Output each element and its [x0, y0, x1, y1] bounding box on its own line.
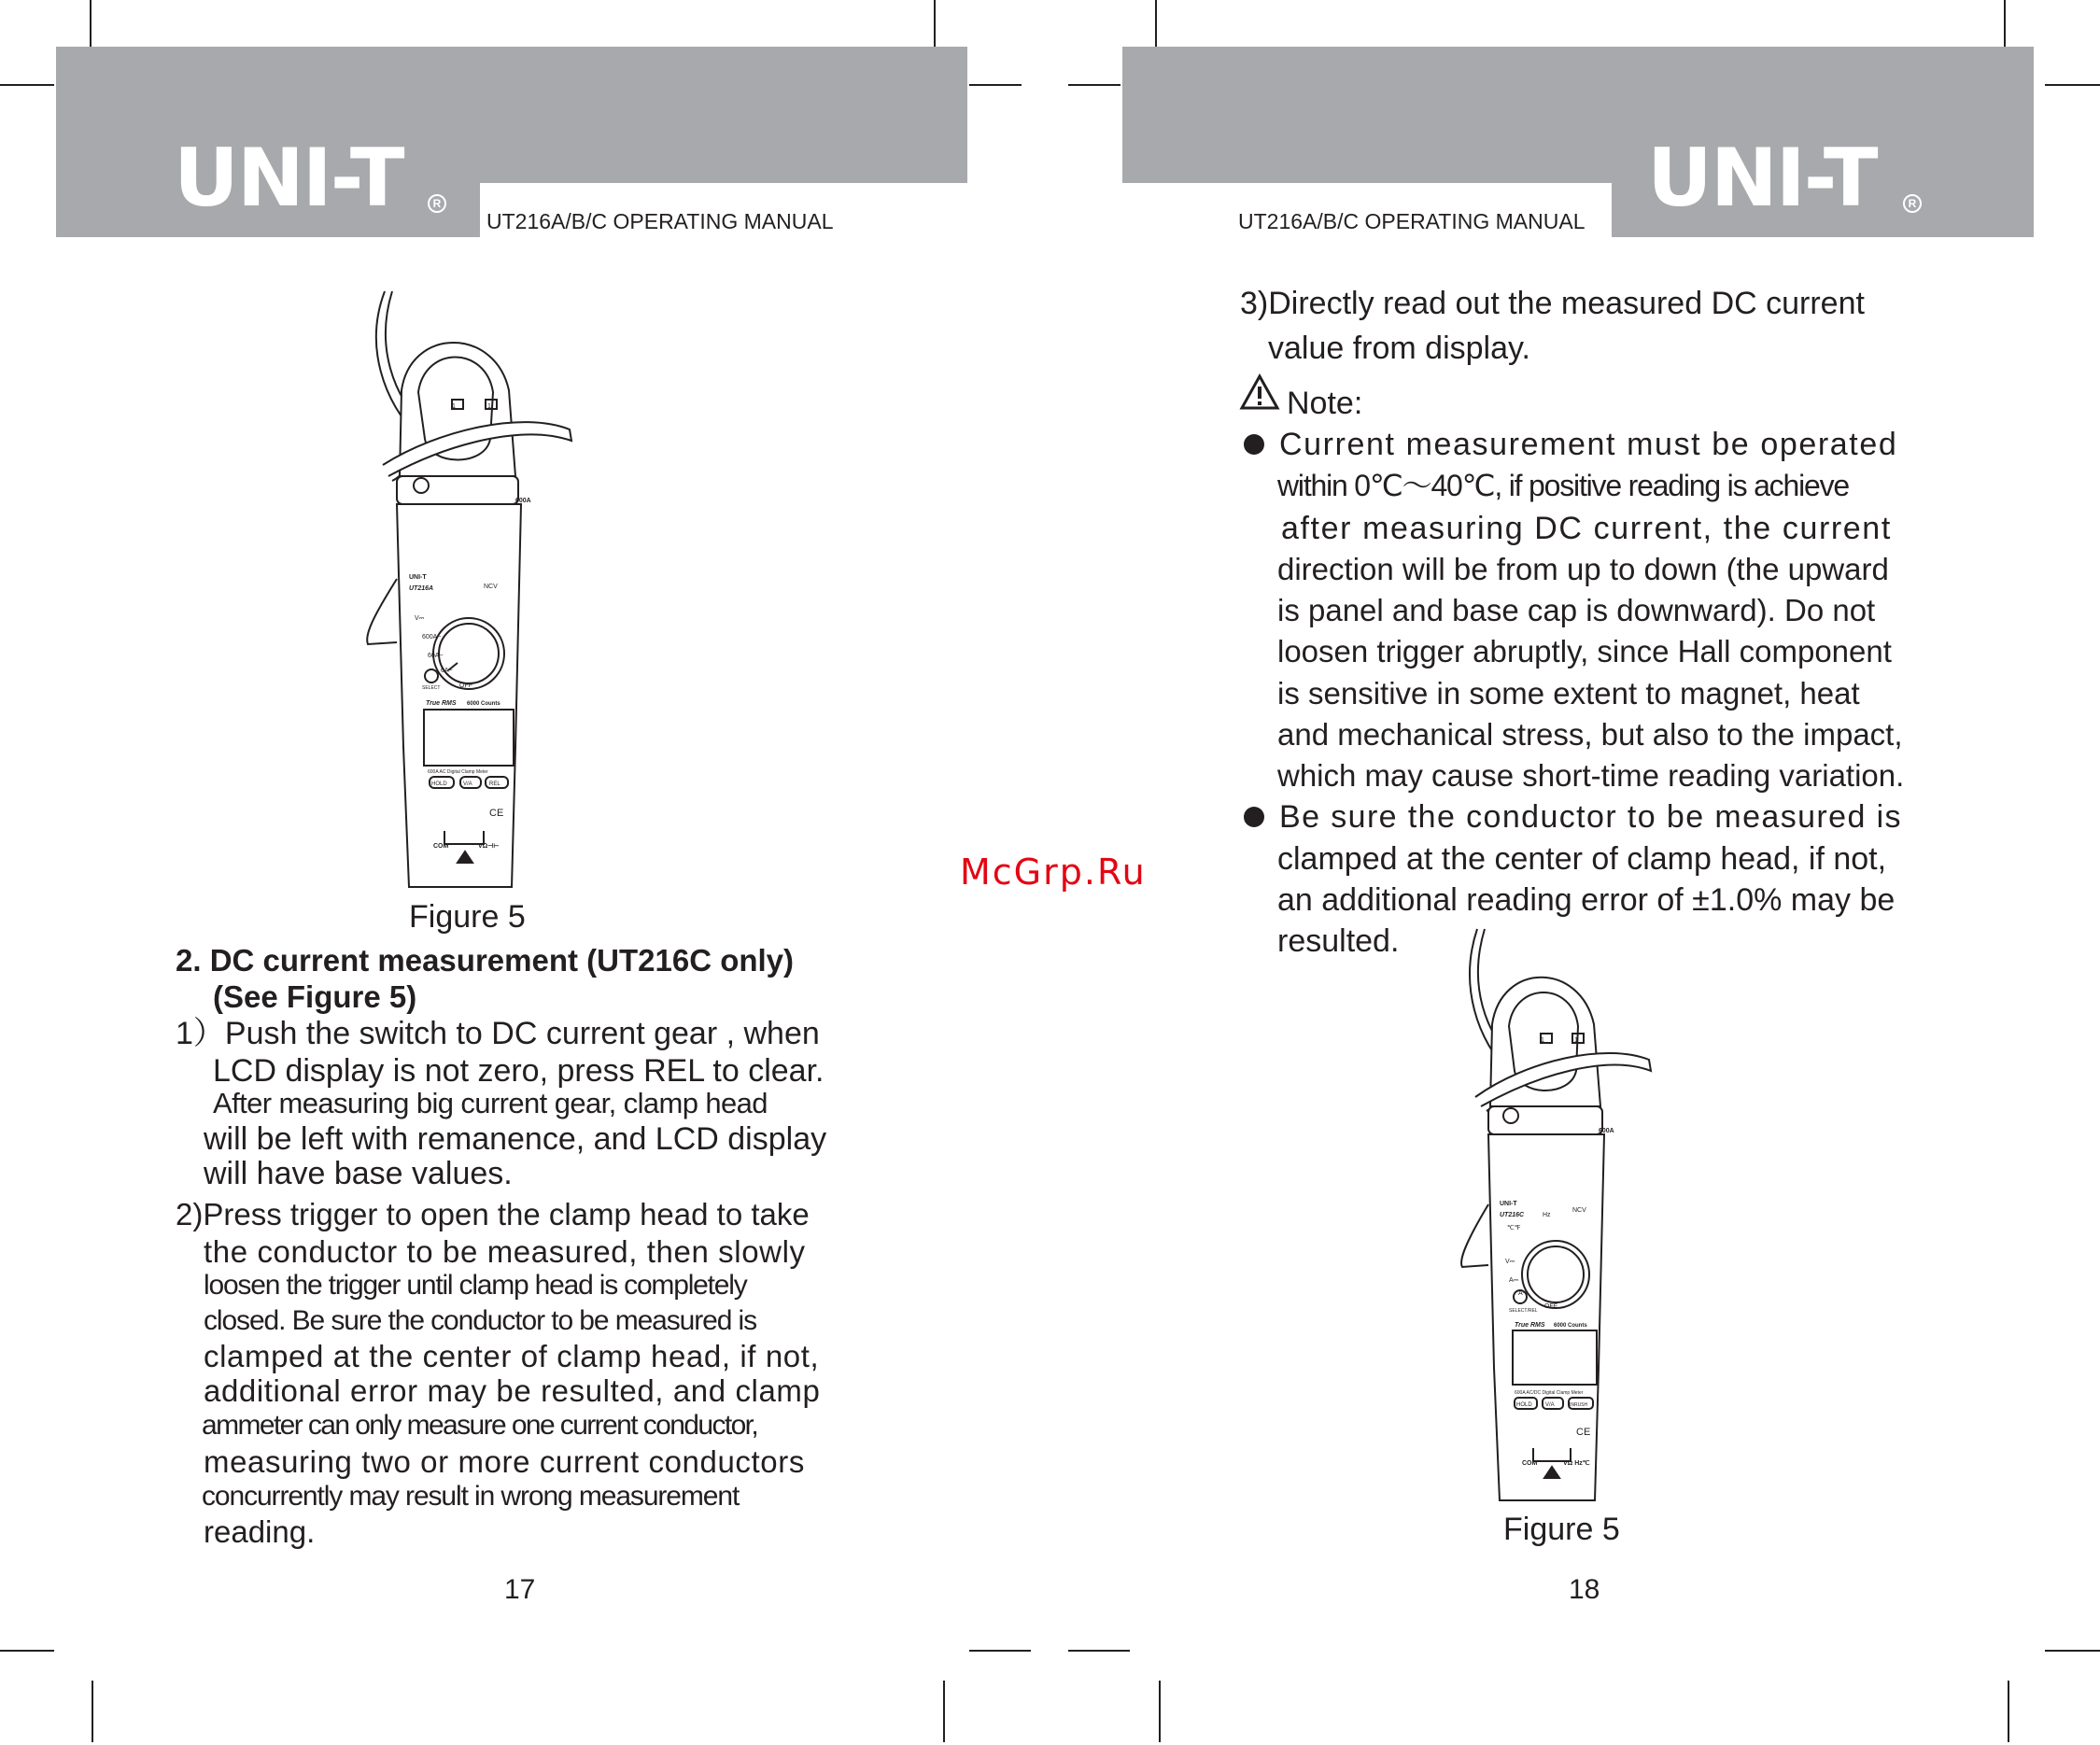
hold-button-label: HOLD — [431, 781, 447, 787]
crop-mark — [943, 1681, 945, 1742]
bullet1-line: within 0℃～40℃, if positive reading is achieve — [1277, 469, 1849, 502]
crop-mark — [1155, 0, 1157, 49]
brand-tag: UNI-T — [1500, 1201, 1517, 1207]
com-label: COM — [1522, 1460, 1538, 1467]
page-number-left: 17 — [504, 1574, 536, 1605]
section-heading: 2. DC current measurement (UT216C only) — [176, 943, 795, 978]
step3-line: value from display. — [1268, 331, 1530, 366]
model-label: UT216A — [409, 585, 434, 592]
manual-title-right: UT216A/B/C OPERATING MANUAL — [1238, 209, 1586, 233]
right-header-band — [1122, 47, 2034, 183]
brand-tag: UNI-T — [409, 574, 427, 581]
brand-logo-right: UNI-T — [1647, 132, 1877, 225]
step2-line: clamped at the center of clamp head, if not, — [204, 1339, 820, 1373]
section-heading-sub: (See Figure 5) — [213, 979, 417, 1014]
dial-label: 60A~ — [428, 653, 444, 659]
bullet1-line: after measuring DC current, the current — [1281, 511, 1892, 546]
bullet1-line: Current measurement must be operated — [1279, 427, 1898, 462]
step2-line: closed. Be sure the conductor to be measured is — [204, 1305, 756, 1336]
step2-line: loosen the trigger until clamp head is completely — [204, 1270, 747, 1301]
bullet2-line: an additional reading error of ±1.0% may be — [1277, 882, 1896, 918]
ncv-label: NCV — [1572, 1207, 1586, 1214]
ncv-label: NCV — [484, 584, 498, 590]
rotary-dial — [433, 618, 504, 689]
dial-label: ℃℉ — [1507, 1225, 1521, 1231]
true-rms-label: True RMS — [1515, 1322, 1545, 1329]
page-number-right: 18 — [1569, 1574, 1600, 1605]
ce-mark: CE — [489, 808, 504, 819]
note-label: Note: — [1287, 386, 1363, 421]
va-button-label: V/A — [1545, 1402, 1555, 1408]
dial-label: OFF — [459, 683, 472, 689]
crop-mark — [1068, 84, 1120, 86]
dial-label: A⎓ — [1509, 1277, 1519, 1284]
ce-mark: CE — [1576, 1427, 1591, 1438]
dial-label: Hz — [1543, 1212, 1551, 1218]
step1-line: LCD display is not zero, press REL to clear. — [213, 1053, 824, 1089]
rel-button-label: REL — [489, 781, 500, 787]
dial-label: V⎓ — [1505, 1259, 1515, 1265]
crop-mark — [969, 1650, 1031, 1652]
va-button-label: V/A — [463, 781, 472, 787]
hold-button-label: HOLD — [1516, 1402, 1532, 1408]
jaw-rating: 600A — [515, 498, 531, 504]
step1-line: After measuring big current gear, clamp head — [213, 1087, 768, 1119]
meter-subtitle: 600A AC Digital Clamp Meter — [428, 769, 488, 775]
counts-label: 6000 Counts — [467, 701, 500, 707]
bullet-icon — [1244, 434, 1264, 455]
trigger — [1461, 1204, 1488, 1267]
crop-mark — [2004, 0, 2006, 49]
bullet1-line: which may cause short-time reading variation. — [1277, 758, 1905, 793]
bullet1-line: loosen trigger abruptly, since Hall component — [1277, 634, 1892, 668]
jaw-mark: 1 — [487, 403, 491, 410]
crop-mark — [934, 0, 936, 49]
bullet2-line: resulted. — [1277, 923, 1400, 959]
step2-line: the conductor to be measured, then slowly — [204, 1234, 806, 1269]
com-label: COM — [433, 843, 449, 850]
dial-label: OFF — [1544, 1303, 1557, 1310]
clamp-meter-figure-right — [1449, 920, 1655, 1517]
registered-mark-icon: R — [428, 194, 446, 213]
brand-logo-left: UNI-T — [174, 132, 403, 225]
meter-subtitle: 600A AC/DC Digital Clamp Meter — [1515, 1390, 1584, 1396]
step3-line: 3)Directly read out the measured DC current — [1240, 286, 1865, 321]
crop-mark — [90, 0, 92, 49]
dial-label: 6A~ — [441, 668, 453, 674]
crop-mark — [1068, 1650, 1130, 1652]
inrush-button-label: INRUSH — [1570, 1402, 1588, 1408]
warning-triangle-icon — [1239, 373, 1280, 411]
crop-mark — [1159, 1681, 1161, 1742]
step2-line: additional error may be resulted, and clamp — [204, 1373, 821, 1408]
rotary-dial — [1522, 1241, 1589, 1308]
bullet2-line: clamped at the center of clamp head, if not, — [1277, 841, 1887, 877]
bullet1-line: and mechanical stress, but also to the impact, — [1277, 717, 1903, 752]
step1-line: 1）Push the switch to DC current gear , when — [176, 1016, 820, 1051]
bullet2-line: Be sure the conductor to be measured is — [1279, 799, 1902, 835]
step2-line: reading. — [204, 1514, 316, 1549]
bullet1-line: is panel and base cap is downward). Do not — [1277, 593, 1876, 627]
registered-mark-icon: R — [1903, 194, 1922, 213]
step2-line: 2)Press trigger to open the clamp head to take — [176, 1197, 810, 1231]
step1-line: will be left with remanence, and LCD display — [204, 1121, 827, 1157]
lcd-screen — [424, 710, 514, 766]
manual-title-left: UT216A/B/C OPERATING MANUAL — [486, 209, 834, 233]
dial-label: A~ — [1518, 1290, 1527, 1297]
step2-line: measuring two or more current conductors — [204, 1444, 805, 1479]
select-label: SELECT/REL — [1509, 1308, 1538, 1314]
step2-line: ammeter can only measure one current conductor, — [202, 1410, 758, 1441]
vohm-label: VΩ Hz℃ — [1563, 1460, 1590, 1467]
counts-label: 6000 Counts — [1554, 1323, 1587, 1329]
jaw-mark: 1 — [452, 403, 456, 410]
jaw-rating: 600A — [1599, 1128, 1614, 1134]
bullet1-line: is sensitive in some extent to magnet, heat — [1277, 676, 1860, 711]
model-label: UT216C — [1500, 1212, 1525, 1218]
dial-label: 600A~ — [422, 634, 442, 640]
step1-line: will have base values. — [204, 1156, 513, 1191]
figure-caption-right: Figure 5 — [1503, 1512, 1620, 1547]
lcd-screen — [1513, 1330, 1597, 1385]
watermark: McGrp.Ru — [960, 851, 1147, 893]
jaw-mark: 1 — [1574, 1037, 1578, 1044]
crop-mark — [969, 84, 1022, 86]
true-rms-label: True RMS — [426, 700, 457, 707]
crop-mark — [0, 84, 54, 86]
trigger — [367, 579, 397, 644]
vohm-label: VΩ⊣⊢ — [478, 843, 500, 850]
crop-mark — [2008, 1681, 2009, 1742]
figure-caption-left: Figure 5 — [409, 899, 526, 935]
step2-line: concurrently may result in wrong measurement — [202, 1481, 740, 1512]
crop-mark — [2045, 1650, 2100, 1652]
select-label: SELECT — [422, 685, 441, 691]
bullet1-line: direction will be from up to down (the upward — [1277, 552, 1889, 586]
jaw-mark: 1 — [1541, 1037, 1544, 1044]
crop-mark — [2045, 84, 2100, 86]
dial-label: V⎓ — [415, 615, 425, 622]
crop-mark — [0, 1650, 54, 1652]
clamp-meter-figure-left — [355, 280, 579, 906]
bullet-icon — [1244, 807, 1264, 827]
crop-mark — [92, 1681, 93, 1742]
